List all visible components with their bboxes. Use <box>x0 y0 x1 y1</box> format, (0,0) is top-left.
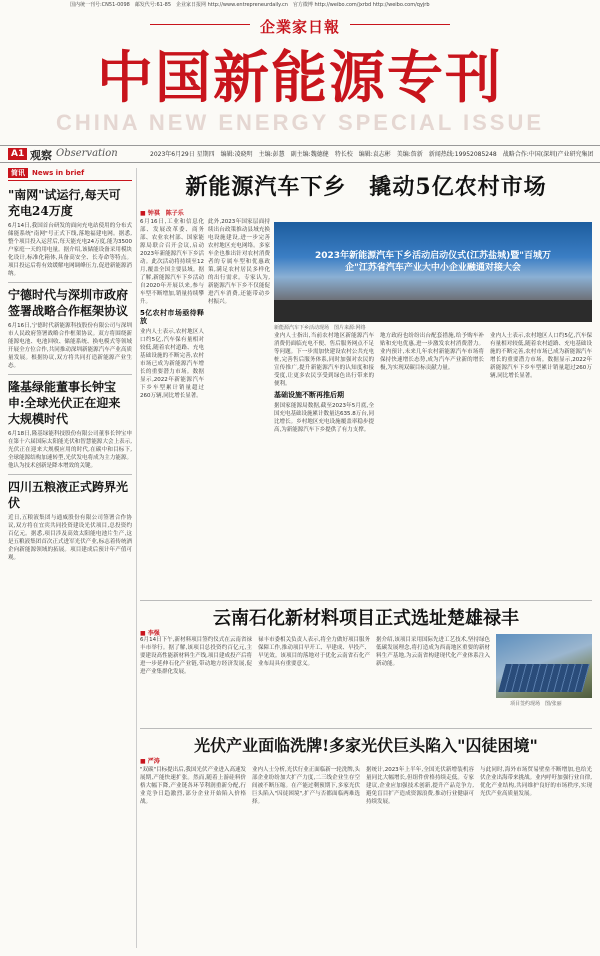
news-brief-column <box>8 168 132 948</box>
article1-column-2 <box>208 218 270 598</box>
article3-headline[interactable]: 光伏产业面临洗牌!多家光伏巨头陷入"囚徒困境" <box>194 736 538 755</box>
solar-panel-graphic <box>498 664 590 692</box>
column-divider <box>136 168 137 948</box>
divider <box>140 600 592 601</box>
divider <box>140 728 592 729</box>
article1-photo-caption: 新能源汽车下乡活动现场 图片来源:网络 <box>274 325 366 331</box>
article1-column-5 <box>490 332 592 598</box>
article1-headline[interactable]: 新能源汽车下乡 撬动5亿农村市场 <box>185 174 547 200</box>
article2-column-3 <box>376 636 490 726</box>
brief-body: 近日,五粮液集团与通威股份有限公司签署合作协议,双方将在宜宾共同投资建设光伏项目,总投资约百亿元。据悉,项目涉及高效太阳能电池片生产,这是五粮液集团首次正式进军光伏产业,标志着传统酒企向新能源领域的拓展。项目建成后预计年产值可观。 <box>8 515 132 561</box>
article1-text: 此外,2023年国家层面持续出台政策推动县域充换电设施建设,进一步完善农村地区充电网络。多家车企也推出针对农村消费者的专属车型和优惠政策,满足农村居民多样化的出行需求。专家认为,新能源汽车下乡不仅能促进汽车消费,还能带动乡村振兴。 <box>208 219 270 305</box>
article2-column-1 <box>140 636 252 726</box>
article1-text: 业内人士表示,农村地区人口约5亿,汽车保有量相对较低,随着农村道路、充电基础设施的不断完善,农村市场已成为新能源汽车增长的重要潜力市场。数据显示,2022年新能源汽车下乡车型累计销量超过260万辆,同比增长显著。 <box>490 333 592 379</box>
article2-photo-caption: 项目签约现场 图/张丽 <box>510 701 562 707</box>
paper-name: 企業家日報 <box>259 18 340 36</box>
section-name-en: Observation <box>56 148 118 159</box>
article3-text: 据统计,2023年上半年,全国光伏新增装机容量同比大幅增长,但组件价格持续走低。专家建议,企业应加强技术创新,提升产品竞争力,避免盲目扩产造成资源浪费,推动行业健康可持续发展。 <box>366 767 474 805</box>
article1-column-3 <box>274 332 374 598</box>
article1-subhead: 5亿农村市场亟待释放 <box>140 309 204 325</box>
news-brief-header-cn: 简讯 <box>8 168 28 178</box>
article2-headline[interactable]: 云南石化新材料项目正式选址楚雄禄丰 <box>213 608 519 629</box>
article1-byline: ■ 钟祺 陈子乐 <box>140 210 184 217</box>
edition-info: 2023年6月29日 星期四 编辑:凌晓明 主编:彭慧 副主编:魏德健 特长校 编辑:袁志彬 美编:詹新 新闻热线:19952085248 战略合作:中国(深圳)产业研究集团 <box>150 151 594 158</box>
masthead <box>0 10 600 148</box>
brief-item <box>8 479 132 562</box>
photo-stage <box>274 300 592 322</box>
article2-text: 禄丰市委相关负责人表示,将全力做好项目服务保障工作,推动项目早开工、早建成、早投产、早见效。该项目的落地对于优化云南省石化产业布局具有重要意义。 <box>258 637 370 667</box>
article1-photo <box>274 222 592 322</box>
article3-column-2 <box>252 766 360 950</box>
brief-title[interactable]: 宁德时代与深圳市政府签署战略合作框架协议 <box>8 288 129 318</box>
article1-text: 业内人士表示,农村地区人口约5亿,汽车保有量相对较低,随着农村道路、充电基础设施的不断完善,农村市场已成为新能源汽车增长的重要潜力市场。数据显示,2022年新能源汽车下乡车型累计销量超过260万辆,同比增长显著。 <box>140 329 204 399</box>
article2-text: 6月14日下午,新材料项目签约仪式在云南省禄丰市举行。据了解,该项目总投资约百亿元,主要建设高性能新材料生产线,项目建成投产后将进一步延伸石化产业链,带动地方经济发展,促进产业集群化发展。 <box>140 637 252 675</box>
article3-text: 业内人士分析,光伏行业正面临新一轮洗牌,头部企业纷纷加大扩产力度,二三线企业生存空间被不断压缩。在产能过剩预期下,多家光伏巨头陷入"囚徒困境",扩产与否都面临两难选择。 <box>252 767 360 805</box>
article3-column-3 <box>366 766 474 950</box>
brief-title[interactable]: 四川五粮液正式跨界光伏 <box>8 480 129 510</box>
article1-text: 地方政府也纷纷出台配套措施,给予购车补贴和充电优惠,进一步激发农村消费潜力。业内预计,未来几年农村新能源汽车市场将保持快速增长态势,成为汽车产业新的增长极,为实现双碳目标贡献力量。 <box>380 333 484 371</box>
brief-item <box>8 187 132 278</box>
brief-body: 6月16日,宁德时代新能源科技股份有限公司与深圳市人民政府签署战略合作框架协议。双方将围绕新能源电池、电池回收、储能系统、换电模式等领域开展全方位合作,共同推动深圳新能源汽车产业高质量发展。根据协议,双方将共同打造新能源产业生态。 <box>8 323 132 369</box>
article1-column-4 <box>380 332 484 598</box>
page-number-badge: A1 <box>8 148 27 160</box>
page-info-bar <box>0 145 600 163</box>
article1-text: 据国家能源局数据,截至2023年5月底,全国充电基础设施累计数量达635.8万台,同比增长。乡村地区充电设施覆盖率稳步提高,为新能源汽车下乡提供了有力支撑。 <box>274 403 374 433</box>
issue-subtitle: CHINA NEW ENERGY SPECIAL ISSUE <box>55 110 545 135</box>
divider <box>8 282 132 283</box>
section-name: 观察 <box>30 149 52 162</box>
article3-column-4 <box>480 766 592 950</box>
top-info-bar: 国内统一刊号:CN51-0098 邮发代号:61-85 企业家日报网 http://www.entrepreneurdaily.cn 官方微博 http://weibo.com/jxrbd http://weibo.com/qyjrb <box>70 2 430 8</box>
brief-title[interactable]: "南网"试运行,每天可充电24万度 <box>8 188 121 218</box>
masthead-rule-right <box>350 24 450 25</box>
article3-text: 与此同时,海外市场贸易壁垒不断增加,也给光伏企业出海带来挑战。业内呼吁加强行业自律,优化产业结构,共同维护良好的市场秩序,实现光伏产业高质量发展。 <box>480 767 592 797</box>
article1-text: 6月16日,工业和信息化部、发展改革委、商务部、农业农村部、国家能源局联合召开会议,启动2023年新能源汽车下乡活动。此次活动将持续至12月,覆盖全国主要县域。据了解,新能源汽车下乡活动自2020年开展以来,参与车型不断增加,销量持续攀升。 <box>140 219 204 305</box>
article3-column-1 <box>140 766 246 950</box>
article1-text: 业内人士指出,当前农村地区新能源汽车消费仍面临充电不便、售后服务网点不足等问题。下一步需加快建设农村公共充电桩,完善售后服务体系,同时加强对农民的宣传推广,提升新能源汽车的认知度和接受度,让更多农民享受到绿色出行带来的便利。 <box>274 333 374 387</box>
divider <box>8 374 132 375</box>
article3-text: "双碳"目标提出后,我国光伏产业进入高速发展期,产能快速扩张。然而,随着上游硅料价格大幅下降,产业链各环节利润重新分配,行业竞争日趋激烈,部分企业开始陷入价格战。 <box>140 767 246 805</box>
article1-subhead: 基础设施不断再推后期 <box>274 391 344 399</box>
article2-column-2 <box>258 636 370 726</box>
divider <box>8 474 132 475</box>
brief-item <box>8 287 132 370</box>
article2-byline: ■ 李强 <box>140 630 160 637</box>
article1-column-1 <box>140 218 204 598</box>
brief-body: 6月18日,隆基绿能科技股份有限公司董事长钟宝申在第十六届国际太阳能光伏和智慧能源大会上表示,光伏正在迎来大规模应用的时代,在碳中和目标下,全球能源结构加速转型,光伏发电将成为主力能源。他认为技术创新是降本增效的关键。 <box>8 431 132 469</box>
brief-item <box>8 379 132 470</box>
article3-byline: ■ 严涛 <box>140 758 160 765</box>
news-brief-header <box>8 168 132 181</box>
photo-banner-text: 2023年新能源汽车下乡活动启动仪式(江苏盐城)暨"百城万企"江苏省汽车产业大中小企业融通对接大会 <box>315 251 551 273</box>
news-brief-header-en: News in brief <box>32 169 85 177</box>
brief-body: 6月14日,我国首台研发的面向充电站使用的分布式储能系统"南网"号正式下线,落地福建电网。据悉,整个项目投入运营后,每天能充电24万度,能为3500户家庭一天的用电量。据介绍,该储能设备采用模块化设计,标准化箱体,具备高安全、长寿命等特点。项目投运后将有效缓解电网调峰压力,促进新能源消纳。 <box>8 223 132 277</box>
article2-text: 据介绍,该项目采用国际先进工艺技术,坚持绿色低碳发展理念,将打造成为西南地区重要的新材料生产基地,为云南省构建现代化产业体系注入新动能。 <box>376 637 490 667</box>
masthead-rule-left <box>150 24 250 25</box>
article2-photo <box>496 634 592 698</box>
brief-title[interactable]: 隆基绿能董事长钟宝申:全球光伏正在迎来大规模时代 <box>8 380 121 426</box>
issue-title: 中国新能源专刊 <box>97 45 503 111</box>
